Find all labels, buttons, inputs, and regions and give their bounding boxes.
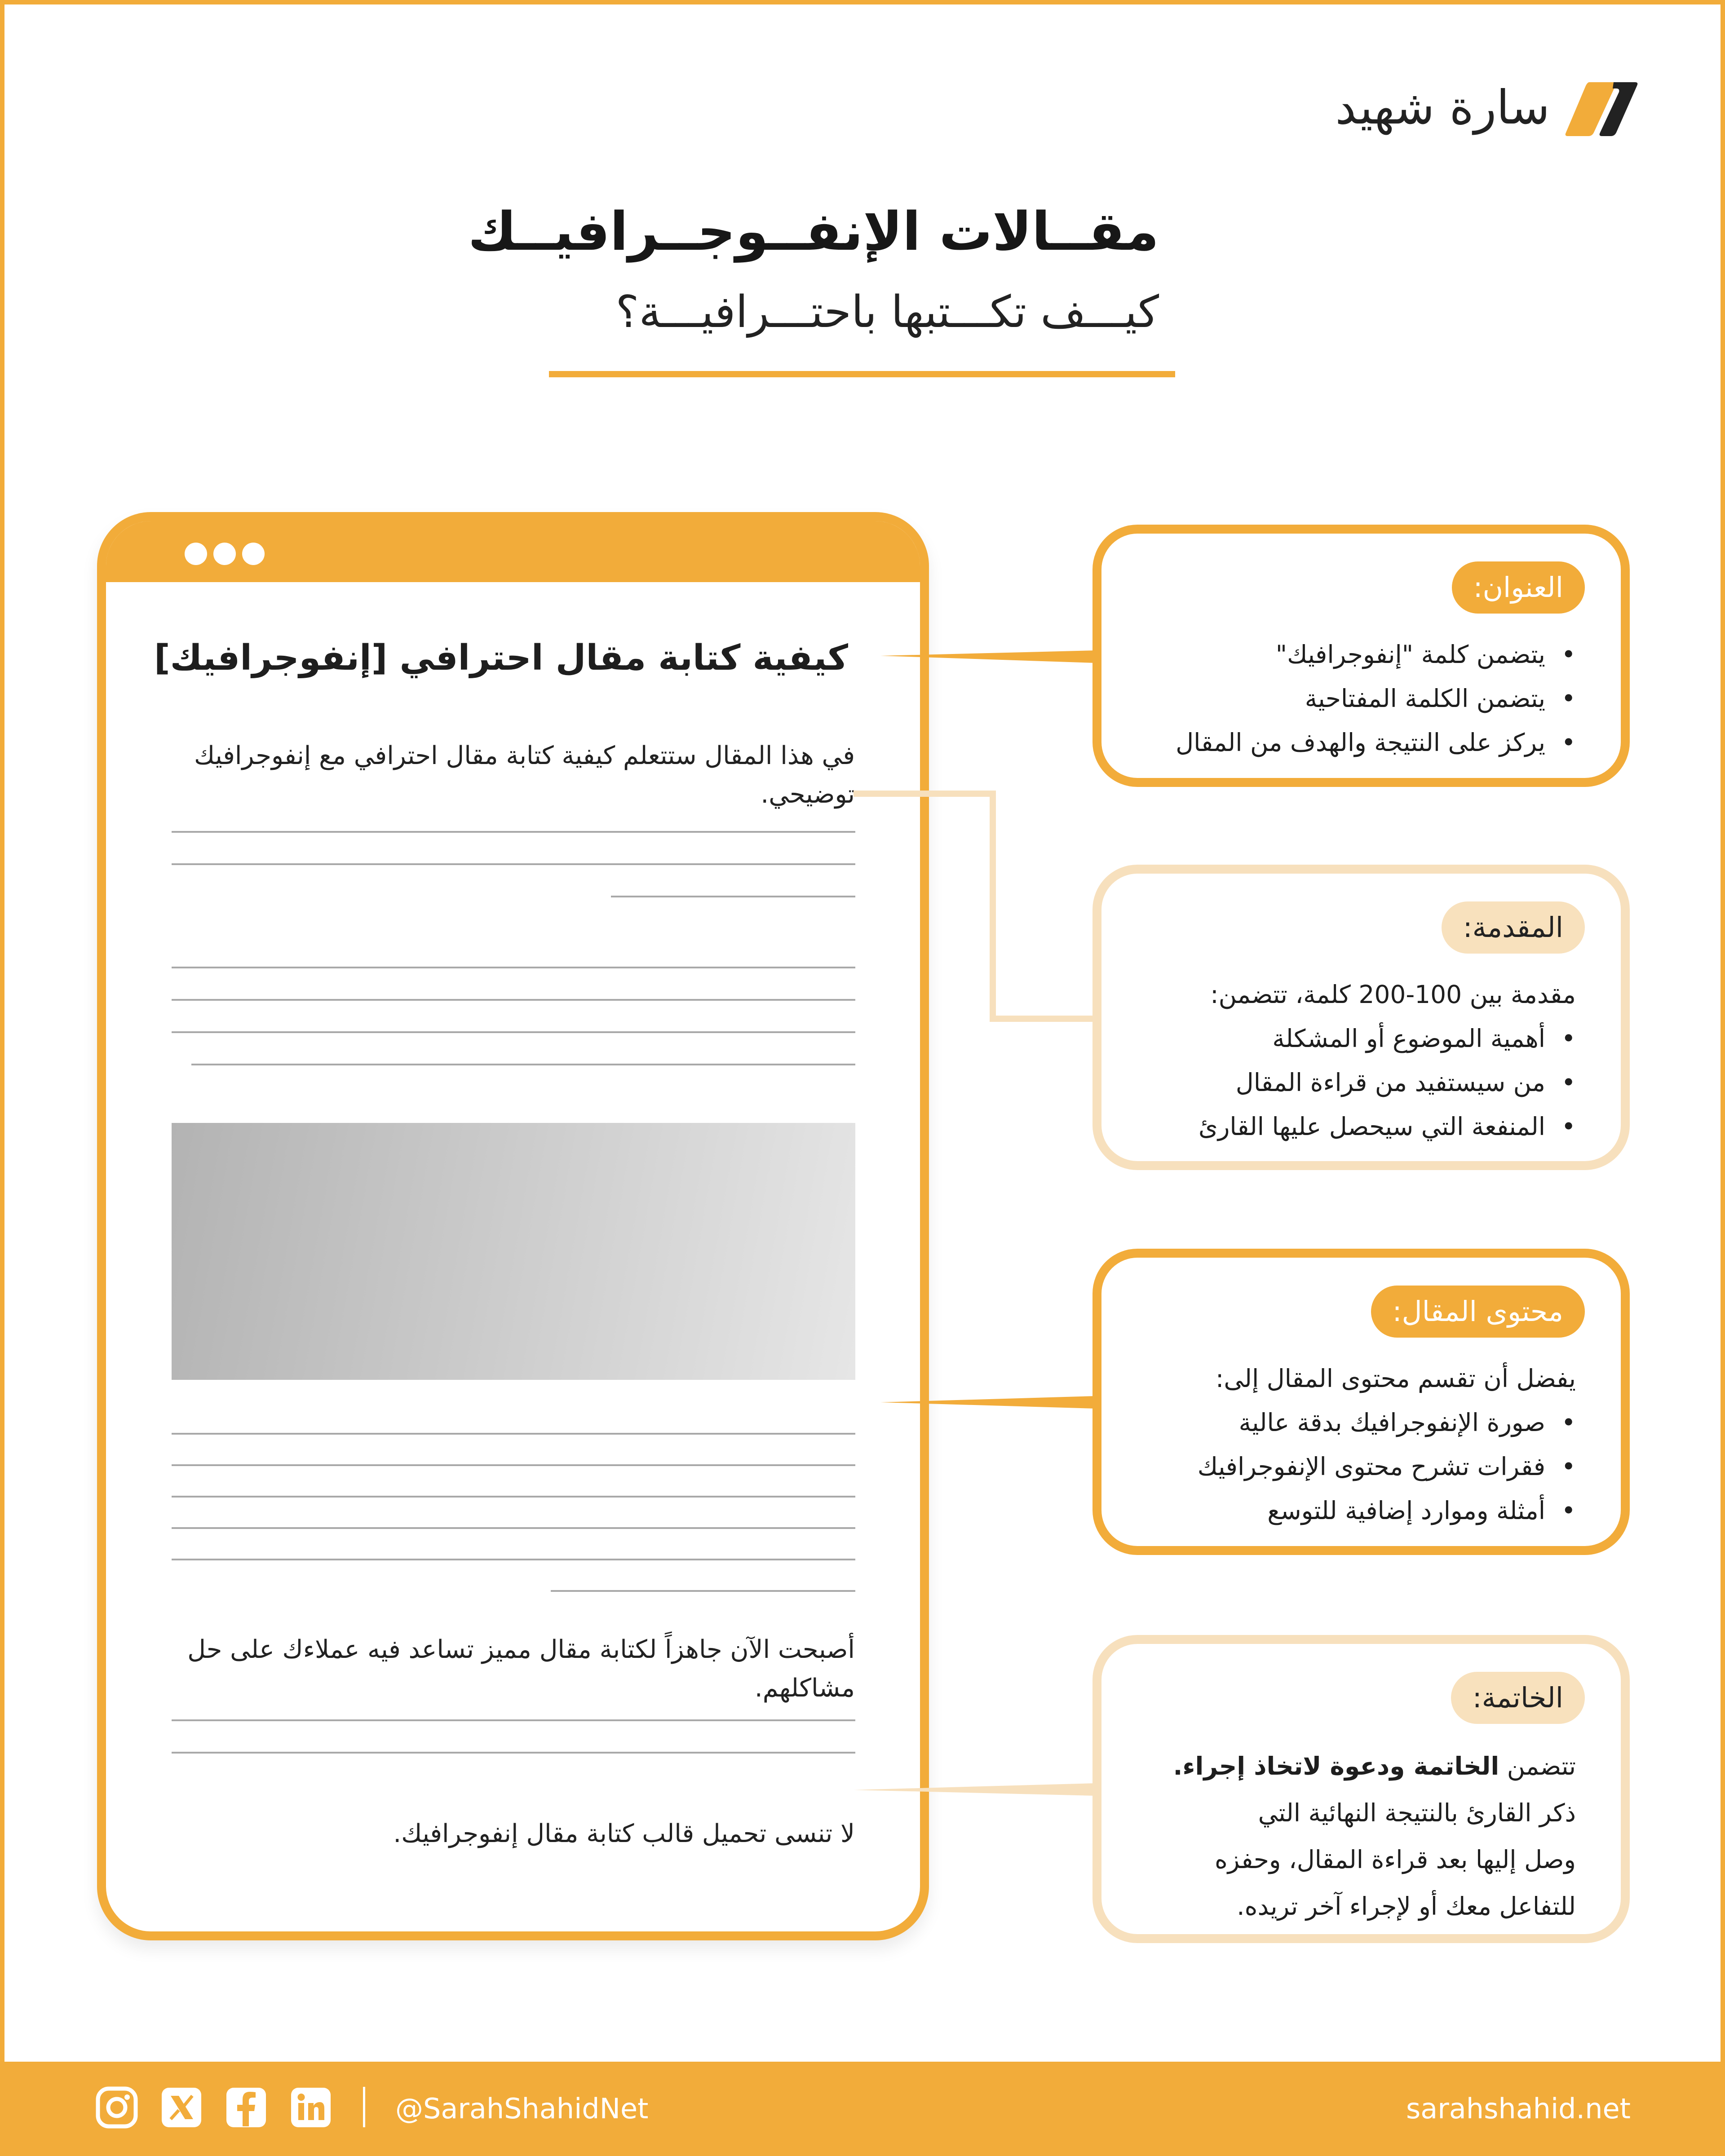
card-intro [1092,865,1630,1170]
card-intro-badge: المقدمة: [1442,901,1585,954]
list-item: • يتضمن كلمة "إنفوجرافيك" [1127,632,1576,676]
list-item: • من سيستفيد من قراءة المقال [1127,1060,1576,1105]
title-underline [549,371,1175,377]
article-cta: لا تنسى تحميل قالب كتابة مقال إنفوجرافيك. [393,1819,855,1848]
article-content [106,521,920,1931]
brand [1294,79,1640,137]
conclusion-prefix: تتضمن [1499,1752,1576,1780]
text-placeholder-line [172,1559,855,1560]
facebook-icon[interactable] [224,2085,269,2130]
list-item: • يتضمن الكلمة المفتاحية [1127,676,1576,720]
social-links [94,2085,333,2130]
page-subtitle: كيـــف تكـــتبها باحتـــرافيـــة؟ [615,287,1159,338]
conclusion-line-1 [1127,1743,1576,1789]
card-title-body [1127,632,1576,764]
list-item: • فقرات تشرح محتوى الإنفوجرافيك [1127,1445,1576,1489]
card-title-badge: العنوان: [1452,561,1585,614]
list-item: • أمثلة وموارد إضافية للتوسع [1127,1489,1576,1533]
card-content-badge: محتوى المقال: [1371,1286,1585,1338]
text-placeholder-line [172,1527,855,1529]
text-placeholder-line [172,1496,855,1498]
text-placeholder-line [611,896,855,897]
text-placeholder-line [172,1752,855,1754]
article-intro: في هذا المقال ستتعلم كيفية كتابة مقال احترافي مع إنفوجرافيك توضيحي. [194,741,855,809]
linkedin-icon[interactable] [288,2085,333,2130]
card-conclusion-badge: الخاتمة: [1451,1672,1585,1724]
text-placeholder-line [172,831,855,833]
brand-logo-icon [1563,79,1640,137]
card-content-body [1127,1356,1576,1533]
conclusion-emphasis: الخاتمة ودعوة لاتخاذ إجراء. [1173,1752,1499,1780]
page-title: مقــالات الإنفــوجــرافيــك [468,200,1159,262]
list-item: • يركز على النتيجة والهدف من المقال [1127,720,1576,764]
footer-separator [363,2087,365,2127]
conclusion-line-4: للتفاعل معك أو لإجراء آخر تريده. [1237,1892,1576,1921]
card-content-lead: يفضل أن تقسم محتوى المقال إلى: [1215,1364,1576,1393]
article-closing: أصبحت الآن جاهزاً لكتابة مقال مميز تساعد فيه عملاءك على حل مشاكلهم. [187,1635,855,1703]
social-handle[interactable]: @SarahShahidNet [395,2092,649,2125]
article-browser-mockup [97,512,929,1940]
text-placeholder-line [172,999,855,1001]
conclusion-line-2: ذكر القارئ بالنتيجة النهائية التي [1258,1798,1576,1827]
footer [0,2062,1725,2156]
header [468,198,1159,341]
text-placeholder-line [172,863,855,865]
website-link[interactable]: sarahshahid.net [1406,2092,1631,2125]
card-conclusion-body [1127,1743,1576,1930]
text-placeholder-line [172,1464,855,1466]
card-intro-body [1127,972,1576,1149]
card-conclusion [1092,1635,1630,1943]
card-title [1092,525,1630,787]
list-item: • أهمية الموضوع أو المشكلة [1127,1016,1576,1060]
brand-name: سارة شهيد [1335,80,1550,135]
text-placeholder-line [172,1031,855,1033]
infographic-image-placeholder [172,1123,855,1380]
card-intro-lead: مقدمة بين 100-200 كلمة، تتضمن: [1210,980,1576,1009]
text-placeholder-line [172,1433,855,1435]
text-placeholder-line [551,1590,855,1592]
conclusion-line-3: وصل إليها بعد قراءة المقال، وحفزه [1214,1845,1576,1874]
text-placeholder-line [191,1064,855,1065]
text-placeholder-line [172,1719,855,1721]
x-icon[interactable] [159,2085,204,2130]
instagram-icon[interactable] [94,2085,139,2130]
text-placeholder-line [172,967,855,968]
list-item: • المنفعة التي سيحصل عليها القارئ [1127,1105,1576,1149]
list-item: • صورة الإنفوجرافيك بدقة عالية [1127,1401,1576,1445]
card-content [1092,1249,1630,1555]
article-title: كيفية كتابة مقال احترافي [إنفوجرافيك] [154,638,848,678]
